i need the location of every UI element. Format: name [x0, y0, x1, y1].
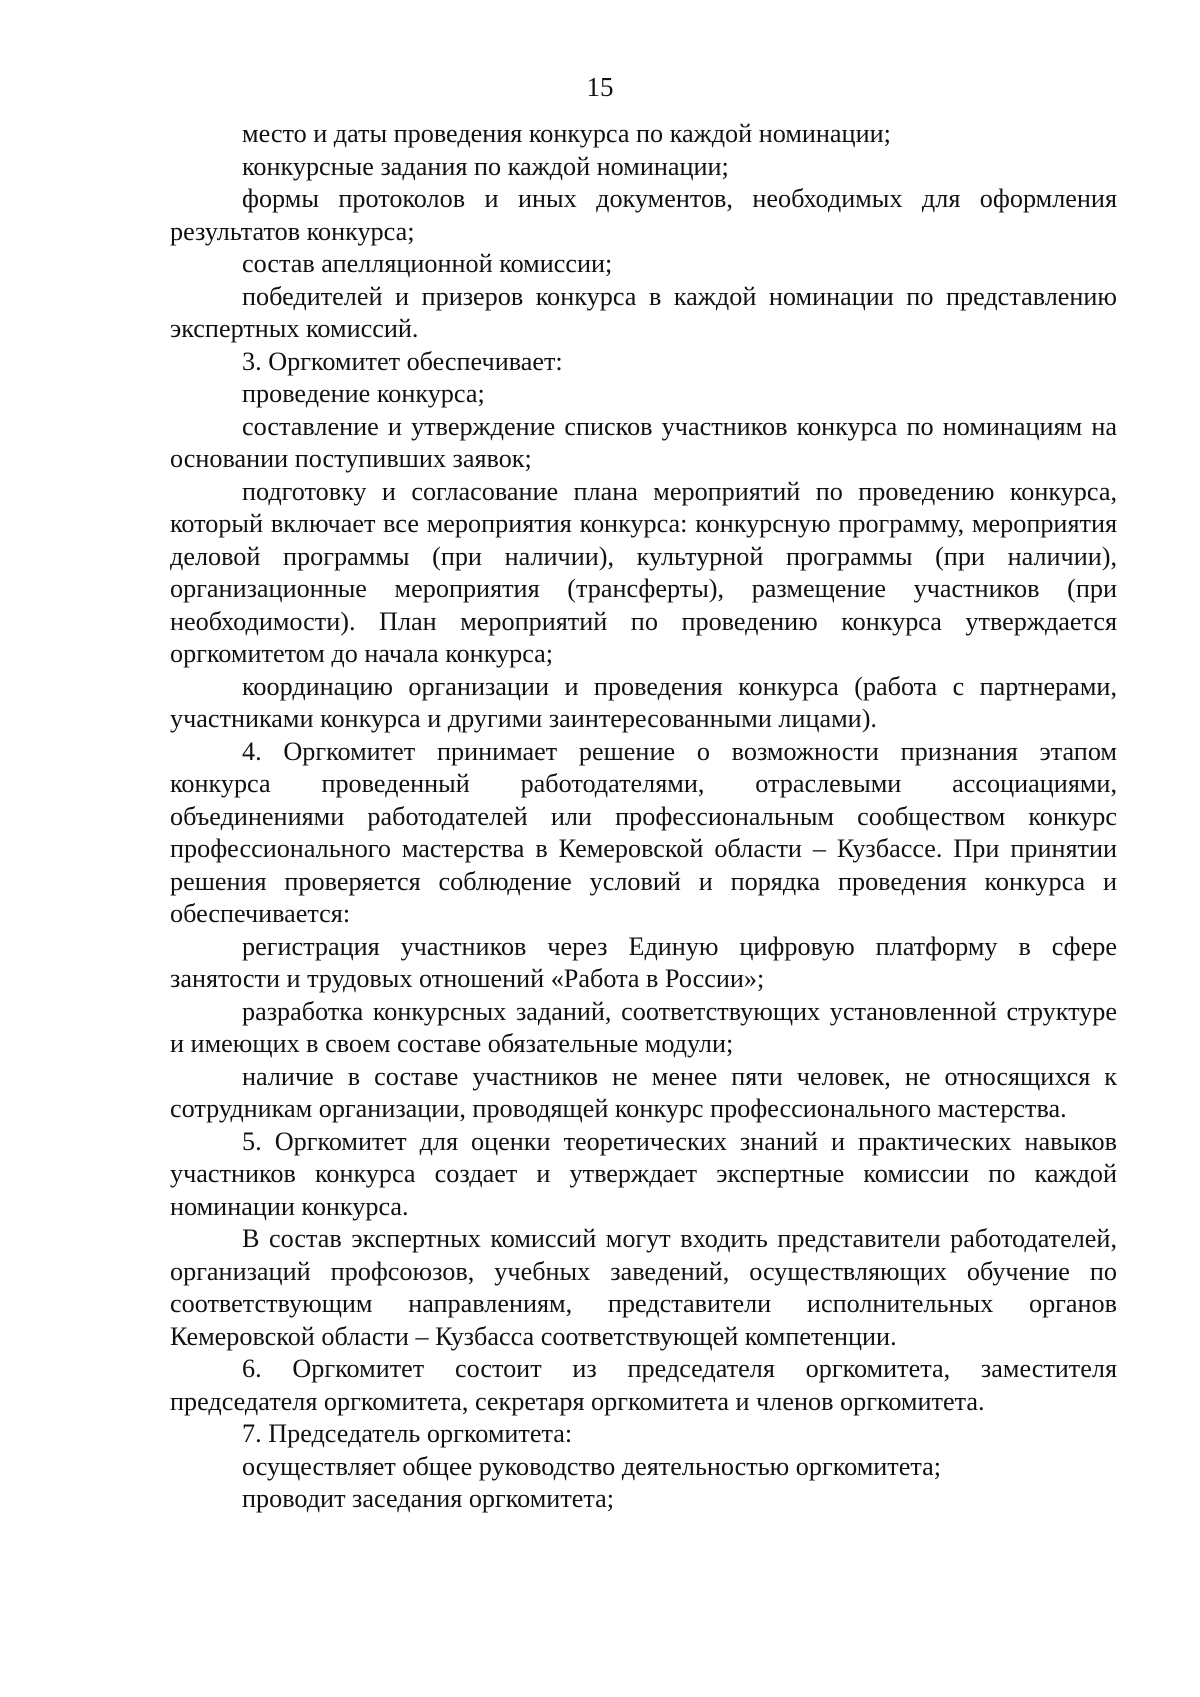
paragraph: состав апелляционной комиссии;	[242, 249, 613, 278]
paragraph: подготовку и согласование плана мероприятий по проведению конкурса, который включает все мероприятия конкурса: конкурсную программу, мероприятия деловой программы (при наличии), культурной программы (при наличии), организационные мероприятия (трансферты), размещение участников (при необходимости). План мероприятий по проведению конкурса утверждается оргкомитетом до начала конкурса;	[170, 476, 1117, 668]
document-body	[170, 118, 1117, 1516]
section-paragraph-4: 4. Оргкомитет принимает решение о возможности признания этапом конкурса проведенный работодателями, отраслевыми ассоциациями, объединениями работодателей или профессиональным сообществом конкурс профессионального мастерства в Кемеровской области – Кузбассе. При принятии решения проверяется соблюдение условий и порядка проведения конкурса и обеспечивается:	[170, 736, 1117, 928]
section-heading-7: 7. Председатель оргкомитета:	[242, 1419, 573, 1448]
paragraph: разработка конкурсных заданий, соответствующих установленной структуре и имеющих в своем составе обязательные модули;	[170, 996, 1117, 1058]
paragraph: осуществляет общее руководство деятельностью оргкомитета;	[242, 1451, 942, 1481]
paragraph: проводит заседания оргкомитета;	[242, 1484, 615, 1513]
paragraph: наличие в составе участников не менее пяти человек, не относящихся к сотрудникам организации, проводящей конкурс профессионального мастерства.	[170, 1061, 1117, 1123]
paragraph: конкурсные задания по каждой номинации;	[242, 151, 729, 181]
paragraph: победителей и призеров конкурса в каждой номинации по представлению экспертных комиссий.	[170, 281, 1117, 343]
section-paragraph-6: 6. Оргкомитет состоит из председателя оргкомитета, заместителя председателя оргкомитета, секретаря оргкомитета и членов оргкомитета.	[170, 1354, 1117, 1416]
section-paragraph-5: 5. Оргкомитет для оценки теоретических знаний и практических навыков участников конкурса создает и утверждает экспертные комиссии по каждой номинации конкурса.	[170, 1126, 1117, 1221]
page-number: 15	[586, 72, 614, 102]
paragraph: координацию организации и проведения конкурса (работа с партнерами, участниками конкурса и другими заинтересованными лицами).	[170, 671, 1117, 733]
paragraph: регистрация участников через Единую цифровую платформу в сфере занятости и трудовых отношений «Работа в России»;	[170, 931, 1117, 993]
section-heading-3: 3. Оргкомитет обеспечивает:	[242, 346, 563, 376]
paragraph: составление и утверждение списков участников конкурса по номинациям на основании поступивших заявок;	[170, 411, 1117, 473]
paragraph: место и даты проведения конкурса по каждой номинации;	[242, 119, 891, 148]
paragraph: В состав экспертных комиссий могут входить представители работодателей, организаций профсоюзов, учебных заведений, осуществляющих обучение по соответствующим направлениям, представители исполнительных органов Кемеровской области – Кузбасса соответствующей компетенции.	[170, 1224, 1117, 1351]
paragraph: проведение конкурса;	[242, 379, 485, 408]
paragraph: формы протоколов и иных документов, необходимых для оформления результатов конкурса;	[170, 184, 1117, 246]
